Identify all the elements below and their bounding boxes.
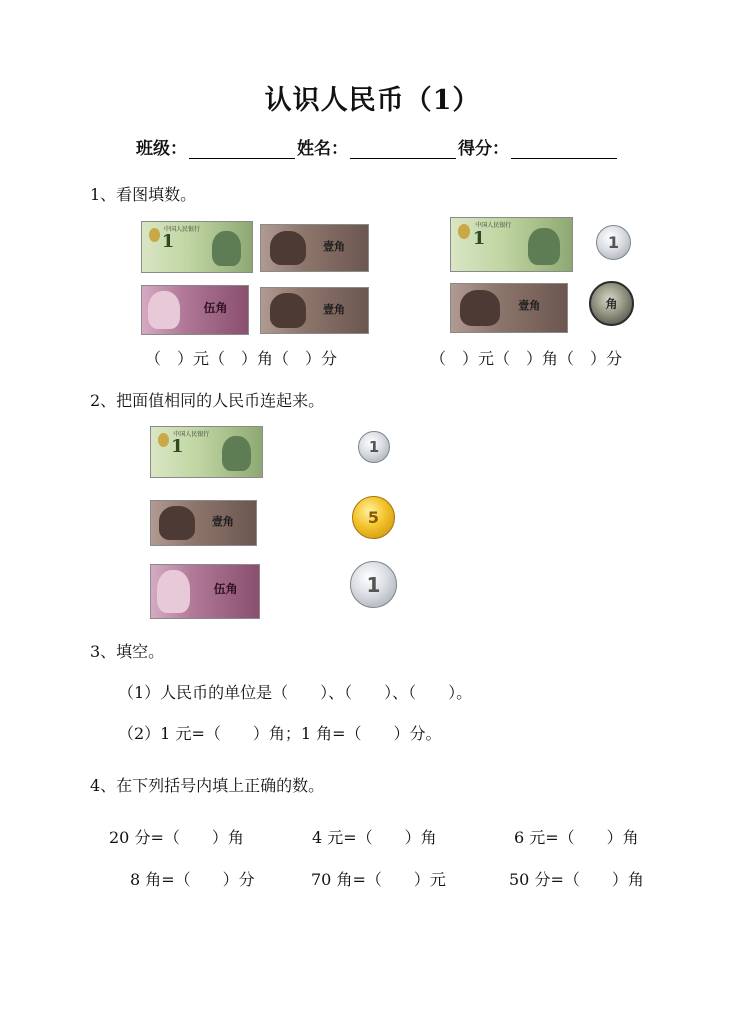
score-field[interactable]: [511, 138, 617, 159]
five-jiao-banknote[interactable]: [150, 564, 260, 619]
banknote-denomination: 伍角: [213, 581, 238, 596]
national-emblem-icon: [149, 228, 160, 242]
national-emblem-icon: [158, 433, 169, 447]
conversion-item[interactable]: 8 角=（ ）分: [130, 870, 255, 889]
one-jiao-banknote[interactable]: [150, 500, 257, 546]
one-yuan-coin: 1: [596, 225, 631, 260]
portrait-icon: [159, 506, 195, 539]
one-yuan-banknote: [141, 221, 253, 273]
class-field[interactable]: [189, 138, 295, 159]
info-line: [136, 134, 619, 159]
conversion-item[interactable]: 6 元=（ ）角: [514, 828, 639, 847]
page-title: 认识人民币（1）: [264, 85, 481, 116]
one-yuan-coin-large[interactable]: 1: [350, 561, 397, 608]
portrait-icon: [212, 231, 241, 266]
national-emblem-icon: [458, 224, 470, 239]
one-yuan-coin[interactable]: 1: [358, 431, 390, 463]
question-1-heading: 1、看图填数。: [90, 185, 197, 204]
one-yuan-banknote: [450, 217, 573, 272]
bank-name-text: 中国人民银行: [164, 226, 201, 233]
banknote-denomination: 壹角: [323, 302, 346, 316]
banknote-denomination: 壹角: [211, 515, 234, 529]
five-jiao-coin[interactable]: 5: [352, 496, 395, 539]
one-yuan-banknote[interactable]: [150, 426, 263, 478]
banknote-denomination: 1: [170, 436, 184, 457]
portrait-icon: [460, 290, 499, 326]
banknote-denomination: 1: [161, 231, 175, 252]
question-3-heading: 3、填空。: [90, 642, 165, 661]
bank-name-text: 中国人民银行: [173, 431, 210, 438]
portrait-icon: [148, 291, 180, 329]
banknote-denomination: 壹角: [323, 239, 346, 253]
name-label: 姓名：: [297, 139, 348, 159]
one-jiao-coin: 角: [589, 281, 634, 326]
one-jiao-banknote: [260, 287, 369, 334]
portrait-icon: [270, 231, 306, 266]
conversion-item[interactable]: 4 元=（ ）角: [312, 828, 437, 847]
banknote-denomination: 1: [472, 227, 486, 249]
answer-right[interactable]: （ ）元（ ）角（ ）分: [430, 349, 623, 368]
class-label: 班级：: [136, 139, 187, 159]
portrait-icon: [270, 293, 306, 327]
answer-left[interactable]: （ ）元（ ）角（ ）分: [145, 349, 338, 368]
banknote-denomination: 壹角: [518, 299, 541, 313]
name-field[interactable]: [350, 138, 456, 159]
score-label: 得分：: [458, 139, 509, 159]
bank-name-text: 中国人民银行: [475, 222, 512, 230]
question-3-line-2[interactable]: （2）1 元=（ ）角；1 角=（ ）分。: [118, 724, 442, 743]
conversion-item[interactable]: 50 分=（ ）角: [509, 870, 644, 889]
banknote-denomination: 伍角: [203, 301, 228, 316]
question-2-heading: 2、把面值相同的人民币连起来。: [90, 391, 325, 410]
portrait-icon: [222, 436, 251, 471]
question-4-heading: 4、在下列括号内填上正确的数。: [90, 776, 325, 795]
one-jiao-banknote: [260, 224, 369, 272]
portrait-icon: [528, 228, 559, 265]
conversion-item[interactable]: 70 角=（ ）元: [311, 870, 446, 889]
conversion-item[interactable]: 20 分=（ ）角: [109, 828, 244, 847]
one-jiao-banknote: [450, 283, 568, 333]
five-jiao-banknote: [141, 285, 249, 335]
question-3-line-1[interactable]: （1）人民币的单位是（ ）、（ ）、（ ）。: [118, 683, 473, 702]
portrait-icon: [157, 570, 189, 612]
